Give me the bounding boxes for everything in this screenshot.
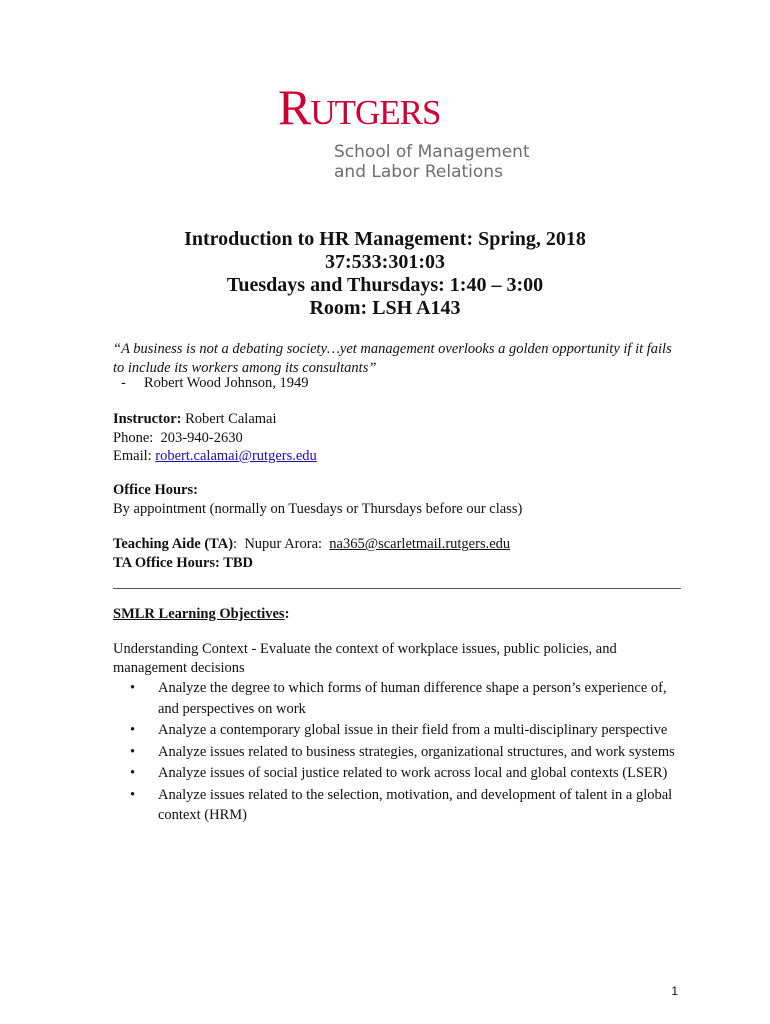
ta-info xyxy=(113,535,510,572)
bullet-icon: • xyxy=(130,722,136,738)
instructor-info xyxy=(113,410,317,466)
rutgers-smlr-logo xyxy=(278,80,528,186)
course-title: Introduction to HR Management: Spring, 2018 xyxy=(184,228,586,250)
objectives-heading-block xyxy=(113,605,289,624)
instructor-name: Robert Calamai xyxy=(181,411,277,427)
quote-attribution: - Robert Wood Johnson, 1949 xyxy=(121,375,309,391)
office-hours-label: Office Hours: xyxy=(113,482,198,498)
bullet-icon: • xyxy=(130,680,136,696)
objectives-list xyxy=(130,678,690,827)
list-item: • Analyze the degree to which forms of human difference shape a person’s experience of, and perspectives on work xyxy=(130,680,667,717)
bullet-icon: • xyxy=(130,765,136,781)
office-hours-text: By appointment (normally on Tuesdays or Thursdays before our class) xyxy=(113,500,523,517)
objectives-heading-colon: : xyxy=(284,606,290,622)
objectives-intro: Understanding Context - Evaluate the context of workplace issues, public policies, and management decisions xyxy=(113,641,617,676)
ta-email-link[interactable]: na365@scarletmail.rutgers.edu xyxy=(329,536,511,552)
list-item: • Analyze issues related to business strategies, organizational structures, and work systems xyxy=(130,742,690,763)
course-code: 37:533:301:03 xyxy=(325,251,445,273)
objectives-heading: SMLR Learning Objectives xyxy=(113,606,285,622)
logo-line-1: School of Management xyxy=(334,142,530,162)
instructor-label: Instructor: xyxy=(113,411,182,427)
course-room: Room: LSH A143 xyxy=(309,297,461,319)
epigraph-quote: “A business is not a debating society…yet management overlooks a golden opportunity if it fails to include its workers among its consultants” xyxy=(113,341,672,376)
page-number: 1 xyxy=(671,984,678,998)
bullet-icon: • xyxy=(130,786,136,803)
email-label: Email: xyxy=(113,448,152,464)
logo-line-2: and Labor Relations xyxy=(334,162,503,182)
course-schedule: Tuesdays and Thursdays: 1:40 – 3:00 xyxy=(226,274,544,296)
list-item: • Analyze issues related to the selection, motivation, and development of talent in a global context (HRM) xyxy=(130,786,673,823)
instructor-email-link[interactable]: robert.calamai@rutgers.edu xyxy=(155,448,317,464)
phone-label: Phone: xyxy=(113,429,154,446)
ta-name: : Nupur Arora: xyxy=(233,536,330,552)
ta-office-hours: TA Office Hours: TBD xyxy=(113,554,254,571)
logo-wordmark: Rutgers xyxy=(278,79,441,135)
list-item: • Analyze issues of social justice related to work across local and global contexts (LSER) xyxy=(130,763,690,784)
phone-number: 203-940-2630 xyxy=(153,429,243,446)
office-hours xyxy=(113,481,522,518)
section-divider xyxy=(113,588,681,589)
list-item: • Analyze a contemporary global issue in their field from a multi-disciplinary perspective xyxy=(130,720,690,741)
bullet-icon: • xyxy=(130,743,136,760)
course-title-block xyxy=(0,228,770,320)
ta-label: Teaching Aide (TA) xyxy=(113,536,234,552)
